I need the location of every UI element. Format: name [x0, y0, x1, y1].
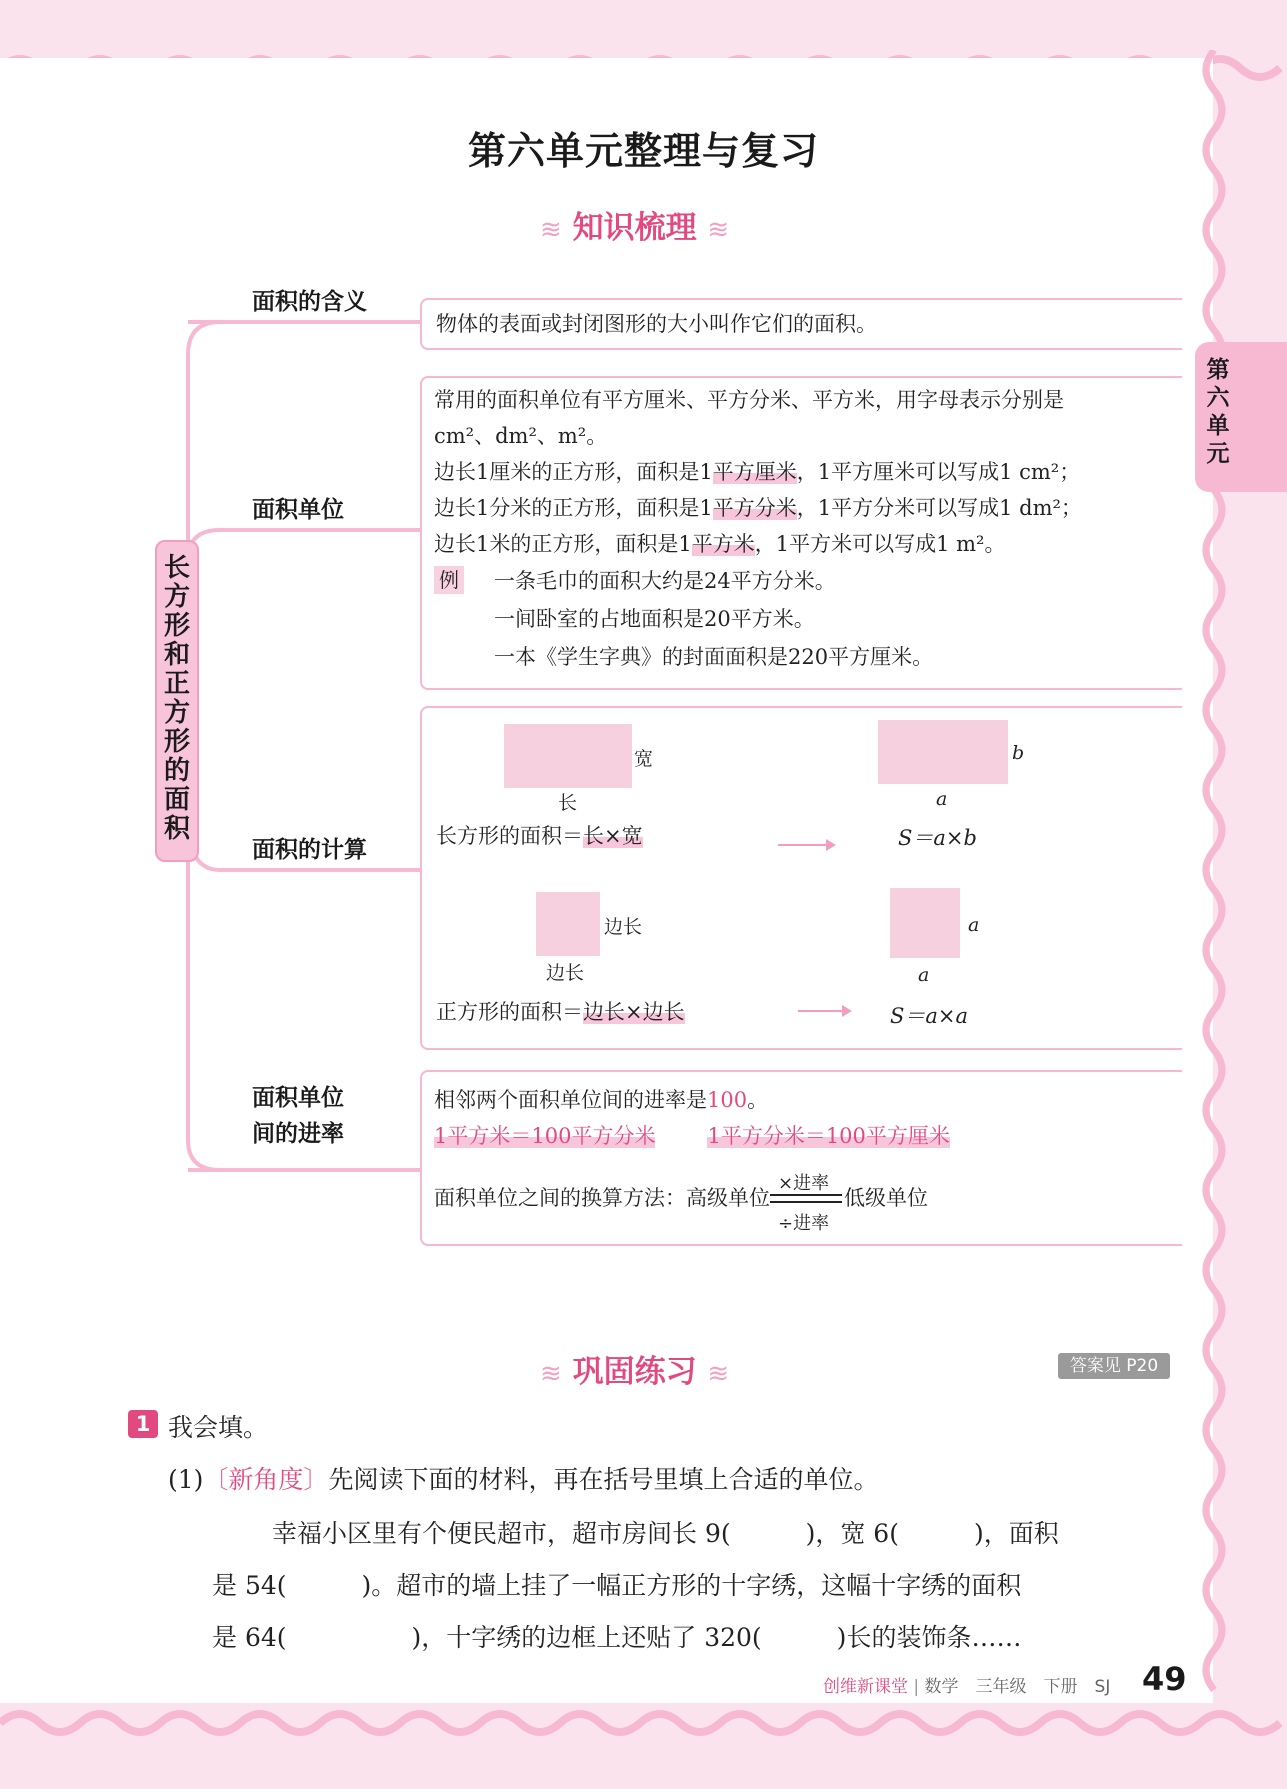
rate-line-1: 相邻两个面积单位间的进率是100。 — [434, 1088, 769, 1112]
new-angle-tag: 〔新角度〕 — [203, 1465, 329, 1494]
units-line-3: 边长1厘米的正方形，面积是1平方厘米，1平方厘米可以写成1 cm²； — [434, 460, 1081, 484]
rect-figure-words — [504, 724, 632, 788]
units-box — [420, 376, 1182, 690]
conversion-arrows-icon — [770, 1172, 844, 1234]
right-wave-border — [1196, 50, 1236, 1710]
page-title: 第六单元整理与复习 — [467, 129, 819, 173]
page-number: 49 — [1142, 1660, 1187, 1698]
tree-connectors — [0, 300, 440, 1200]
footer-brand: 创维新课堂 — [823, 1677, 908, 1697]
question-number: 1 — [128, 1410, 158, 1438]
footer-divider: | — [913, 1677, 920, 1697]
passage-line-2: 是 54( )。超市的墙上挂了一幅正方形的十字绣，这幅十字绣的面积 — [212, 1571, 1022, 1600]
square-side-bottom-label: 边长 — [546, 962, 585, 984]
question-title: 我会填。 — [168, 1413, 269, 1442]
square-a-right-label: a — [968, 914, 980, 936]
unit-side-tab — [1195, 342, 1287, 492]
section-practice-label: 巩固练习 — [572, 1354, 697, 1390]
rate-box — [420, 1070, 1182, 1246]
units-line-1: 常用的面积单位有平方厘米、平方分米、平方米，用字母表示分别是 — [434, 388, 1064, 412]
answer-reference-badge: 答案见 P20 — [1058, 1353, 1170, 1379]
example-tag: 例 — [434, 566, 464, 594]
meaning-box — [420, 298, 1182, 350]
rect-a-label: a — [936, 788, 948, 810]
square-figure-words — [536, 892, 600, 956]
square-side-right-label: 边长 — [604, 916, 643, 938]
branch-label-rate-line1: 面积单位 — [252, 1085, 344, 1111]
rect-formula-letters: S＝a×b — [898, 826, 977, 850]
square-figure-letters — [890, 888, 960, 958]
square-arrow-icon — [798, 1010, 850, 1012]
wave-left-icon: ≋ — [540, 215, 562, 245]
conversion-down-label: ÷进率 — [778, 1212, 830, 1234]
section-knowledge-label: 知识梳理 — [572, 210, 697, 246]
wave-left-icon-2: ≋ — [540, 1359, 562, 1389]
example-3: 一本《学生字典》的封面面积是220平方厘米。 — [494, 645, 934, 669]
rate-line-3: 面积单位之间的换算方法：高级单位 ×进率 ÷进率 低级单位 — [434, 1180, 928, 1216]
rate-line-2: 1平方米＝100平方分米 1平方分米＝100平方厘米 — [434, 1124, 950, 1148]
footer — [823, 1672, 1110, 1697]
square-a-bottom-label: a — [918, 964, 930, 986]
rect-width-label: 宽 — [634, 748, 654, 770]
unit-highlight-cm: 平方厘米 — [712, 460, 797, 484]
units-line-4: 边长1分米的正方形，面积是1平方分米，1平方分米可以写成1 dm²； — [434, 496, 1082, 520]
unit-highlight-dm: 平方分米 — [712, 496, 797, 520]
wave-right-icon: ≋ — [707, 215, 730, 245]
tree-root-label: 长 方 形 和 正 方 形 的 面 积 — [163, 553, 190, 844]
branch-label-calc: 面积的计算 — [252, 837, 367, 863]
unit-highlight-m: 平方米 — [691, 532, 755, 556]
branch-label-meaning: 面积的含义 — [252, 289, 367, 315]
units-line-2: cm²、dm²、m²。 — [434, 424, 608, 448]
tree-root — [155, 540, 199, 862]
footer-info: 数学 三年级 下册 SJ — [924, 1677, 1111, 1697]
branch-label-rate-line2: 间的进率 — [252, 1121, 344, 1147]
rect-figure-letters — [878, 720, 1008, 784]
units-text — [434, 382, 1082, 562]
conversion-up-label: ×进率 — [778, 1172, 830, 1194]
unit-side-tab-label: 第 六 单 元 — [1206, 357, 1230, 467]
passage-line-3: 是 64( )，十字绣的边框上还贴了 320( )长的装饰条…… — [212, 1623, 1022, 1652]
example-1: 一条毛巾的面积大约是24平方分米。 — [494, 569, 836, 593]
square-formula-words: 正方形的面积＝边长×边长 — [436, 1000, 685, 1024]
meaning-text: 物体的表面或封闭图形的大小叫作它们的面积。 — [436, 312, 877, 336]
units-line-5: 边长1米的正方形，面积是1平方米，1平方米可以写成1 m²。 — [434, 532, 1006, 556]
section-knowledge-title — [540, 202, 729, 247]
rect-formula-words: 长方形的面积＝长×宽 — [436, 824, 643, 848]
calc-box — [420, 706, 1182, 1050]
rect-arrow-icon — [778, 844, 834, 846]
examples — [494, 562, 933, 676]
branch-label-rate — [252, 1080, 344, 1152]
section-practice-title — [540, 1346, 729, 1391]
square-formula-letters: S＝a×a — [890, 1004, 969, 1028]
wave-right-icon-2: ≋ — [707, 1359, 730, 1389]
sub-question-line: (1)〔新角度〕先阅读下面的材料，再在括号里填上合适的单位。 — [168, 1465, 879, 1494]
example-2: 一间卧室的占地面积是20平方米。 — [494, 607, 815, 631]
passage-line-1: 幸福小区里有个便民超市，超市房间长 9( )，宽 6( )，面积 — [272, 1519, 1059, 1548]
rect-length-label: 长 — [558, 792, 578, 814]
rect-b-label: b — [1012, 742, 1025, 764]
bottom-wave-border — [0, 1695, 1287, 1755]
branch-label-units: 面积单位 — [252, 497, 344, 523]
